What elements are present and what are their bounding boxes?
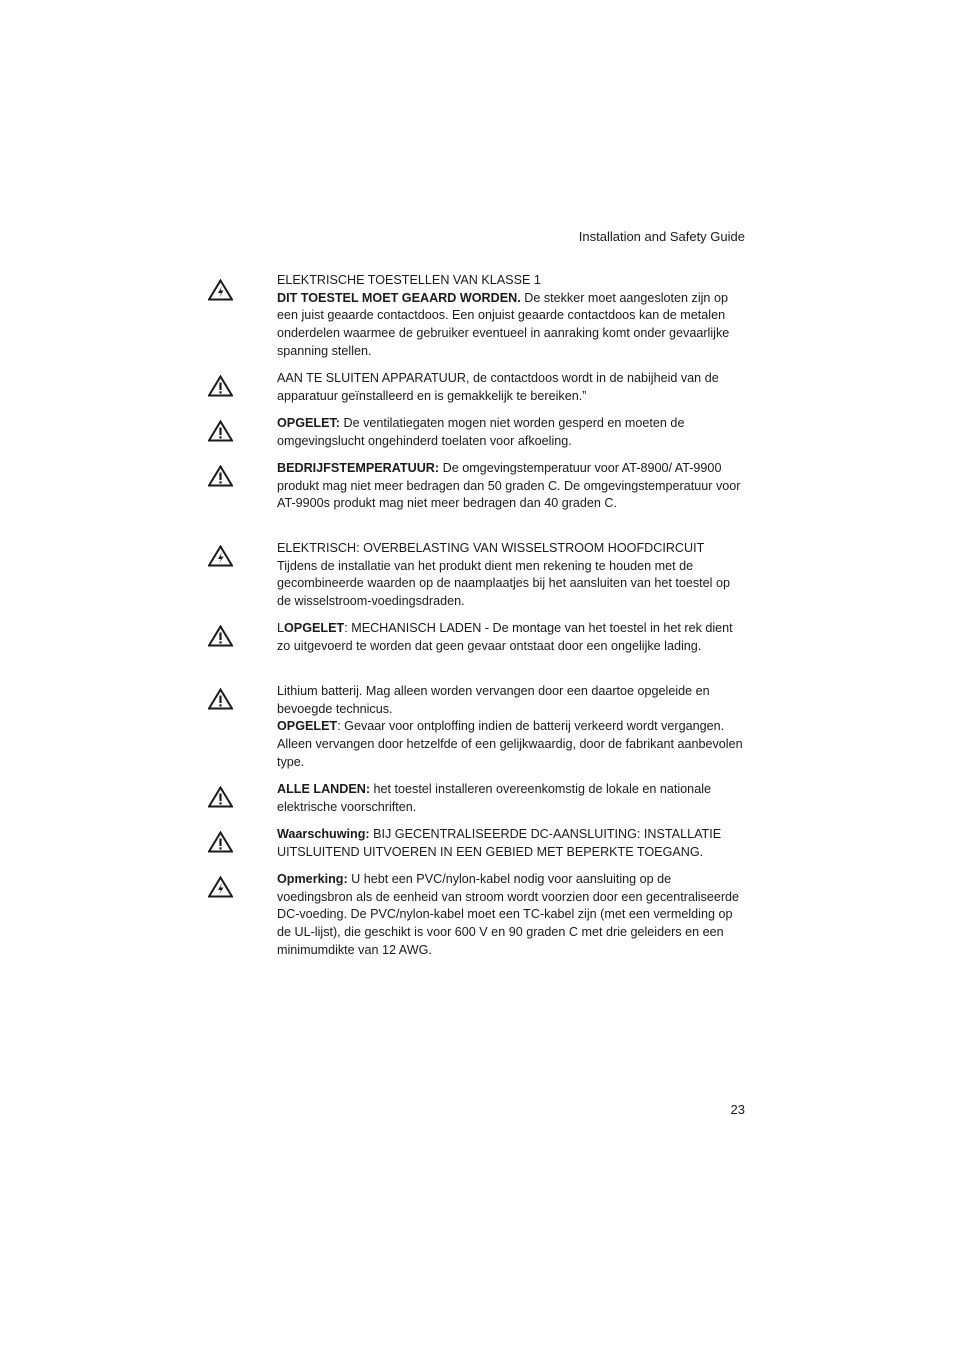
warning-triangle-icon [208,688,233,710]
warning-triangle-icon [208,375,233,397]
notice-title: Lithium batterij. Mag alleen worden vervangen door een daartoe opgeleide en bevoegde technicus. [277,684,710,716]
notice-text [277,620,747,655]
notice-text [277,415,747,450]
page-number: 23 [730,1102,745,1117]
notice-body: De ventilatiegaten mogen niet worden gesperd en moeten de omgevingslucht ongehinderd toelaten voor afkoeling. [277,416,685,448]
notice-body: De omgevingstemperatuur voor AT-8900/ AT-9900 produkt mag niet meer bedragen dan 50 graden C. De omgevingstemperatuur voor AT-9900s produkt mag niet meer bedragen dan 40 graden C. [277,461,741,511]
notice-body: BIJ GECENTRALISEERDE DC-AANSLUITING: INSTALLATIE UITSLUITEND UITVOEREN IN EEN GEBIED MET BEPERKTE TOEGANG. [277,827,722,859]
notice-text [277,272,747,361]
notice-text [277,781,747,816]
notice-body: : Gevaar voor ontploffing indien de batterij verkeerd wordt vergangen. Alleen vervangen door hetzelfde of een gelijkwaardig, door de fabrikant aanbevolen type. [277,719,743,769]
electrical-hazard-triangle-icon [208,876,233,898]
notice-label: OPGELET [277,719,338,734]
notice-prefix: L [277,621,285,635]
notice-label: Waarschuwing: [277,827,370,841]
notice-text [277,826,747,861]
notice-label: BEDRIJFSTEMPERATUUR: [277,461,440,475]
notice-label: DIT TOESTEL MOET GEAARD WORDEN. [277,290,521,305]
notice-body: U hebt een PVC/nylon-kabel nodig voor aansluiting op de voedingsbron als de eenheid van stroom wordt voorzien door een gecentraliseerde DC-voeding. De PVC/nylon-kabel moet een TC-kabel zijn (met een vermelding op de UL-lijst), die geschikt is voor 600 V en 90 graden C met drie geleiders en een minimumdikte van 12 AWG. [277,872,740,957]
notice-text [277,540,747,611]
notice-text [277,460,747,513]
electrical-hazard-triangle-icon [208,279,233,301]
notice-body: het toestel installeren overeenkomstig de lokale en nationale elektrische voorschriften. [277,782,711,814]
notice-body: AAN TE SLUITEN APPARATUUR, de contactdoos wordt in de nabijheid van de apparatuur geïnstalleerd en is gemakkelijk te bereiken.” [277,371,719,403]
warning-triangle-icon [208,625,233,647]
notice-label: ALLE LANDEN: [277,782,371,796]
notice-title: ELEKTRISCHE TOESTELLEN VAN KLASSE 1 [277,273,541,287]
notice-body: : MECHANISCH LADEN - De montage van het toestel in het rek dient zo uitgevoerd te worden dat geen gevaar ontstaat door een ongelijke lading. [277,621,733,653]
warning-triangle-icon [208,420,233,442]
notice-text [277,683,747,772]
warning-triangle-icon [208,831,233,853]
notice-body: Tijdens de installatie van het produkt dient men rekening te houden met de gecombineerde waarden op de naamplaatjes bij het aansluiten van het toestel op de wisselstroom-voedingsdraden. [277,558,730,609]
notice-text [277,871,747,960]
notice-label: OPGELET: [277,416,340,430]
notice-label: OPGELET [284,621,345,635]
notice-title: ELEKTRISCH: OVERBELASTING VAN WISSELSTROOM HOOFDCIRCUIT [277,541,705,555]
running-header: Installation and Safety Guide [578,229,745,244]
warning-triangle-icon [208,786,233,808]
notice-text [277,370,747,405]
notice-label: Opmerking: [277,872,348,886]
notice-body: De stekker moet aangesloten zijn op een juist geaarde contactdoos. Een onjuist geaarde contactdoos kan de metalen onderdelen waarmee de gebruiker eventueel in aanraking komt onder gevaarlijke spanning stellen. [277,290,730,358]
warning-triangle-icon [208,465,233,487]
electrical-hazard-triangle-icon [208,545,233,567]
